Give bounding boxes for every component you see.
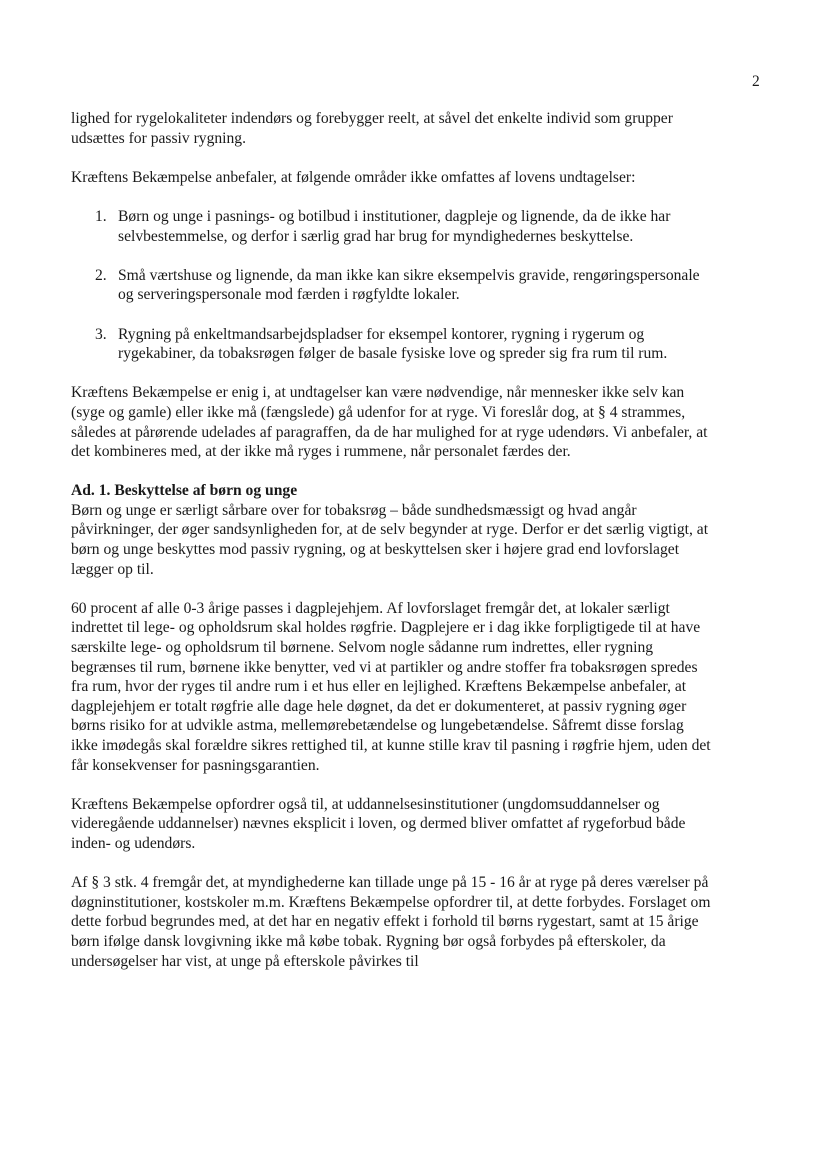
paragraph: Kræftens Bekæmpelse anbefaler, at følgende områder ikke omfattes af lovens undtagelser: xyxy=(71,168,636,186)
recommendation-list xyxy=(71,207,711,364)
paragraph: Kræftens Bekæmpelse er enig i, at undtagelser kan være nødvendige, når mennesker ikke selv kan (syge og gamle) eller ikke må (fængslede) gå udenfor for at ryge. Vi foreslår dog, at § 4 strammes, således at pårørende udelades af paragraffen, da de har mulighed for at ryge udendørs. Vi anbefaler, at det kombineres med, at der ikke må ryges i rummene, når personalet færdes der. xyxy=(71,384,708,461)
list-item-text: Rygning på enkeltmandsarbejdspladser for eksempel kontorer, rygning i rygerum og rygekabiner, da tobaksrøgen følger de basale fysiske love og spreder sig fra rum til rum. xyxy=(118,325,668,363)
list-item-number: 1. xyxy=(95,207,107,225)
list-item-number: 2. xyxy=(95,266,107,284)
list-item-text: Børn og unge i pasnings- og botilbud i institutioner, dagpleje og lignende, da de ikke har selvbestemmelse, og derfor i særlig grad har brug for myndighedernes beskyttelse. xyxy=(118,207,671,245)
list-item xyxy=(71,266,711,305)
paragraph: Kræftens Bekæmpelse opfordrer også til, at uddannelsesinstitutioner (ungdomsuddannelser og videregående uddannelser) nævnes eksplicit i loven, og dermed bliver omfattet af rygeforbud både inden- og udendørs. xyxy=(71,795,686,852)
page-number: 2 xyxy=(752,73,760,90)
paragraph: Børn og unge er særligt sårbare over for tobaksrøg – både sundhedsmæssigt og hvad angår påvirkninger, der øger sandsynligheden for, at de selv begynder at ryge. Derfor er det særlig vigtigt, at børn og unge beskyttes mod passiv rygning, og at beskyttelsen sker i højere grad end lovforslaget lægger op til. xyxy=(71,501,709,578)
paragraph: 60 procent af alle 0-3 årige passes i dagplejehjem. Af lovforslaget fremgår det, at lokaler særligt indrettet til lege- og opholdsrum skal holdes røgfrie. Dagplejere er i dag ikke forpligtigede til at have særskilte lege- og opholdsrum til børnene. Selvom nogle sådanne rum indrettes, eller rygning begrænses til rum, børnene ikke benytter, ved vi at partikler og andre stoffer fra tobaksrøgen spredes fra rum, hvor der ryges til andre rum i et hus eller en lejlighed. Kræftens Bekæmpelse anbefaler, at dagplejehjem er totalt røgfrie alle dage hele døgnet, da det er dokumenteret, at passiv rygning øger børns risiko for at udvikle astma, mellemørebetændelse og lungebetændelse. Såfremt disse forslag ikke imødegås skal forældre sikres rettighed til, at kunne stille krav til pasning i røgfrie hjem, uden det får konsekvenser for pasningsgarantien. xyxy=(71,599,711,774)
paragraph: Af § 3 stk. 4 fremgår det, at myndighederne kan tillade unge på 15 - 16 år at ryge på deres værelser på døgninstitutioner, kostskoler m.m. Kræftens Bekæmpelse opfordrer til, at dette forbydes. Forslaget om dette forbud begrundes med, at det har en negativ effekt i forhold til børns rygestart, samt at 15 årige børn ifølge dansk lovgivning ikke må købe tobak. Rygning bør også forbydes på efterskoler, da undersøgelser har vist, at unge på efterskole påvirkes til xyxy=(71,874,711,970)
list-item-number: 3. xyxy=(95,325,107,343)
section xyxy=(71,481,711,579)
paragraph: lighed for rygelokaliteter indendørs og forebygger reelt, at såvel det enkelte individ som grupper udsættes for passiv rygning. xyxy=(71,110,673,147)
list-item xyxy=(71,207,711,246)
document-body xyxy=(71,109,711,991)
list-item xyxy=(71,325,711,364)
section-heading: Ad. 1. Beskyttelse af børn og unge xyxy=(71,482,298,500)
list-item-text: Små værtshuse og lignende, da man ikke kan sikre eksempelvis gravide, rengøringspersonale og serveringspersonale mod færden i røgfyldte lokaler. xyxy=(118,266,700,304)
